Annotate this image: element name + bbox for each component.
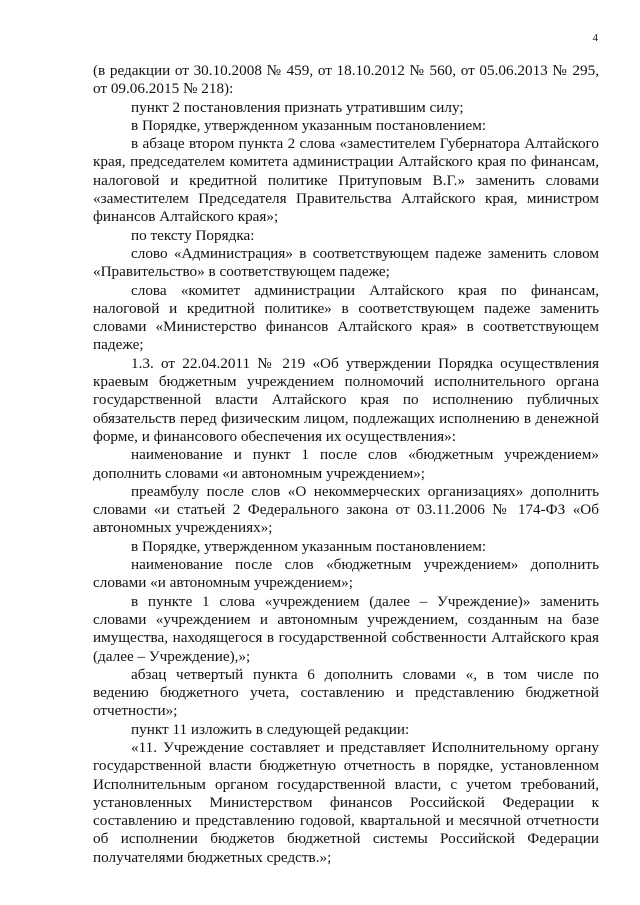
paragraph: пункт 11 изложить в следующей редакции:	[131, 720, 410, 738]
paragraph: абзац четвертый пункта 6 дополнить словами «, в том числе по ведению бюджетного учета, составлению и представлению бюджетной отчетности»;	[93, 665, 599, 720]
paragraph: пункт 2 постановления признать утратившим силу;	[131, 98, 464, 116]
paragraph: преамбулу после слов «О некоммерческих организациях» дополнить словами «и статьей 2 Федерального закона от 03.11.2006 № 174-ФЗ «Об автономных учреждениях»;	[93, 482, 599, 537]
paragraph: в абзаце втором пункта 2 слова «заместителем Губернатора Алтайского края, председателем комитета администрации Алтайского края по финансам, налоговой и кредитной политике Притуповым В.Г.» заменить словами «заместителем Председателя Правительства Алтайского края, министром финансов Алтайского края»;	[93, 135, 599, 226]
paragraph: слова «комитет администрации Алтайского края по финансам, налоговой и кредитной политике» в соответствующем падеже заменить словами «Министерство финансов Алтайского края» в соответствующем падеже;	[93, 281, 599, 354]
paragraph: наименование после слов «бюджетным учреждением» дополнить словами «и автономным учреждением»;	[93, 556, 599, 592]
paragraph: слово «Администрация» в соответствующем падеже заменить словом «Правительство» в соответствующем падеже;	[93, 244, 599, 281]
paragraph: в Порядке, утвержденном указанным постановлением:	[131, 116, 487, 134]
paragraph: 1.3. от 22.04.2011 № 219 «Об утверждении Порядка осуществления краевым бюджетным учреждением полномочий исполнительного органа государственной власти Алтайского края по исполнению публичных обязательств перед физическим лицом, подлежащих исполнению в денежной форме, и финансового обеспечения их осуществления»:	[93, 354, 599, 445]
page-number: 4	[592, 32, 598, 44]
paragraph: в пункте 1 слова «учреждением (далее – Учреждение)» заменить словами «учреждением и автономным учреждением, созданным на базе имущества, находящегося в государственной собственности Алтайского края (далее – Учреждение),»;	[93, 592, 599, 665]
paragraph: наименование и пункт 1 после слов «бюджетным учреждением» дополнить словами «и автономным учреждением»;	[93, 446, 599, 482]
paragraph: «11. Учреждение составляет и представляет Исполнительному органу государственной власти бюджетную отчетность в порядке, установленном Исполнительным органом государственной власти, с учетом требований, установленных Министерством финансов Российской Федерации к составлению и представлению годовой, квартальной и месячной отчетности об исполнении бюджетов бюджетной системы Российской Федерации получателями бюджетных средств.»;	[93, 738, 599, 866]
paragraph: (в редакции от 30.10.2008 № 459, от 18.10.2012 № 560, от 05.06.2013 № 295, от 09.06.2015 № 218):	[93, 62, 599, 98]
paragraph: по тексту Порядка:	[131, 226, 255, 244]
paragraph: в Порядке, утвержденном указанным постановлением:	[131, 537, 487, 555]
document-body	[93, 62, 599, 867]
